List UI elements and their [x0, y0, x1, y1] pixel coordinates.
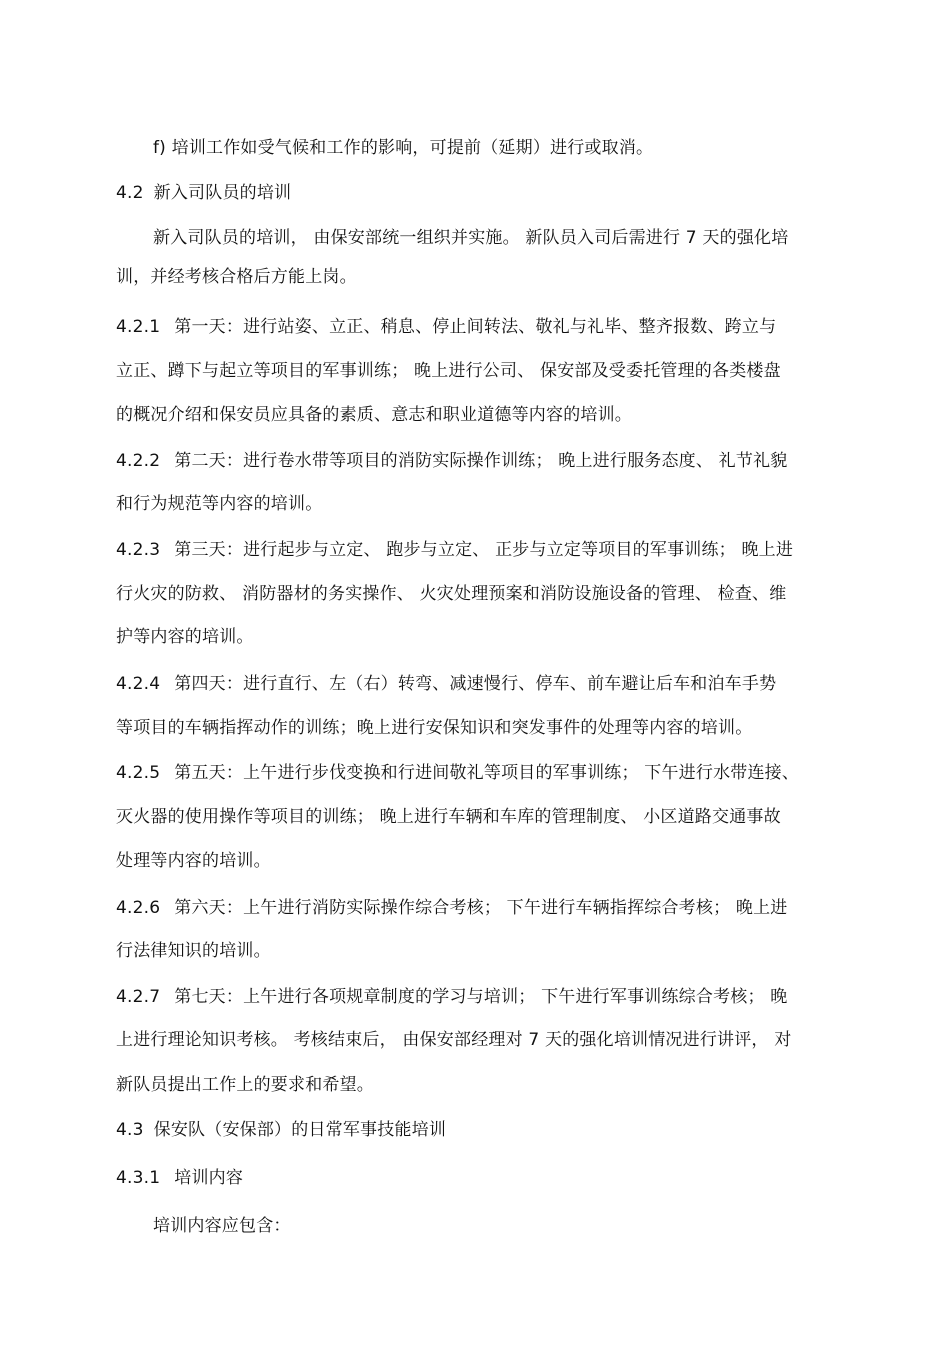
- section-number: 4.2.2: [116, 451, 161, 471]
- paragraph-line: 新入司队员的培训， 由保安部统一组织并实施。 新队员入司后需进行 7 天的强化培: [153, 228, 789, 248]
- section-number: 4.3.1: [116, 1168, 161, 1188]
- section-text: 第五天：上午进行步伐变换和行进间敬礼等项目的军事训练； 下午进行水带连接、: [174, 763, 800, 783]
- section-4-2-2: [116, 449, 787, 473]
- section-4-3-1-heading: [116, 1166, 243, 1190]
- paragraph-line: 新队员提出工作上的要求和希望。: [116, 1075, 374, 1095]
- item-f: f) 培训工作如受气候和工作的影响，可提前（延期）进行或取消。: [153, 138, 654, 158]
- section-4-2-heading: [116, 181, 291, 205]
- section-4-2-5: [116, 761, 799, 785]
- section-number: 4.2.1: [116, 317, 161, 337]
- paragraph-line: 训，并经考核合格后方能上岗。: [116, 267, 357, 287]
- section-text: 第六天：上午进行消防实际操作综合考核； 下午进行车辆指挥综合考核； 晚上进: [174, 898, 788, 918]
- paragraph-line: 培训内容应包含：: [153, 1216, 291, 1236]
- section-title: 保安队（安保部）的日常军事技能培训: [153, 1120, 447, 1140]
- paragraph-line: 上进行理论知识考核。 考核结束后， 由保安部经理对 7 天的强化培训情况进行讲评， 对: [116, 1030, 792, 1050]
- section-number: 4.2.3: [116, 540, 161, 560]
- section-title: 培训内容: [174, 1168, 244, 1188]
- section-number: 4.2: [116, 183, 144, 203]
- paragraph-line: 等项目的车辆指挥动作的训练；晚上进行安保知识和突发事件的处理等内容的培训。: [116, 718, 753, 738]
- section-title: 新入司队员的培训: [153, 183, 292, 203]
- paragraph-line: 行火灾的防救、 消防器材的务实操作、 火灾处理预案和消防设施设备的管理、 检查、维: [116, 584, 787, 604]
- section-number: 4.2.6: [116, 898, 161, 918]
- section-4-2-3: [116, 538, 793, 562]
- section-4-2-7: [116, 985, 787, 1009]
- section-4-2-4: [116, 672, 776, 696]
- section-number: 4.2.5: [116, 763, 161, 783]
- paragraph-line: 行法律知识的培训。: [116, 941, 271, 961]
- section-text: 第一天：进行站姿、立正、稍息、停止间转法、敬礼与礼毕、整齐报数、跨立与: [174, 317, 777, 337]
- paragraph-line: 立正、蹲下与起立等项目的军事训练； 晚上进行公司、 保安部及受委托管理的各类楼盘: [116, 361, 781, 381]
- section-number: 4.3: [116, 1120, 144, 1140]
- paragraph-line: 和行为规范等内容的培训。: [116, 494, 323, 514]
- paragraph-line: 护等内容的培训。: [116, 627, 254, 647]
- paragraph-line: 处理等内容的培训。: [116, 851, 271, 871]
- paragraph-line: 灭火器的使用操作等项目的训练； 晚上进行车辆和车库的管理制度、 小区道路交通事故: [116, 807, 781, 827]
- section-4-2-1: [116, 315, 776, 339]
- section-number: 4.2.7: [116, 987, 161, 1007]
- paragraph-line: 的概况介绍和保安员应具备的素质、意志和职业道德等内容的培训。: [116, 405, 632, 425]
- section-4-2-6: [116, 896, 787, 920]
- section-4-3-heading: [116, 1118, 446, 1142]
- section-text: 第四天：进行直行、左（右）转弯、减速慢行、停车、前车避让后车和泊车手势: [174, 674, 777, 694]
- section-text: 第七天：上午进行各项规章制度的学习与培训； 下午进行军事训练综合考核； 晚: [174, 987, 788, 1007]
- section-text: 第三天：进行起步与立定、 跑步与立定、 正步与立定等项目的军事训练； 晚上进: [174, 540, 794, 560]
- section-number: 4.2.4: [116, 674, 161, 694]
- section-text: 第二天：进行卷水带等项目的消防实际操作训练； 晚上进行服务态度、 礼节礼貌: [174, 451, 788, 471]
